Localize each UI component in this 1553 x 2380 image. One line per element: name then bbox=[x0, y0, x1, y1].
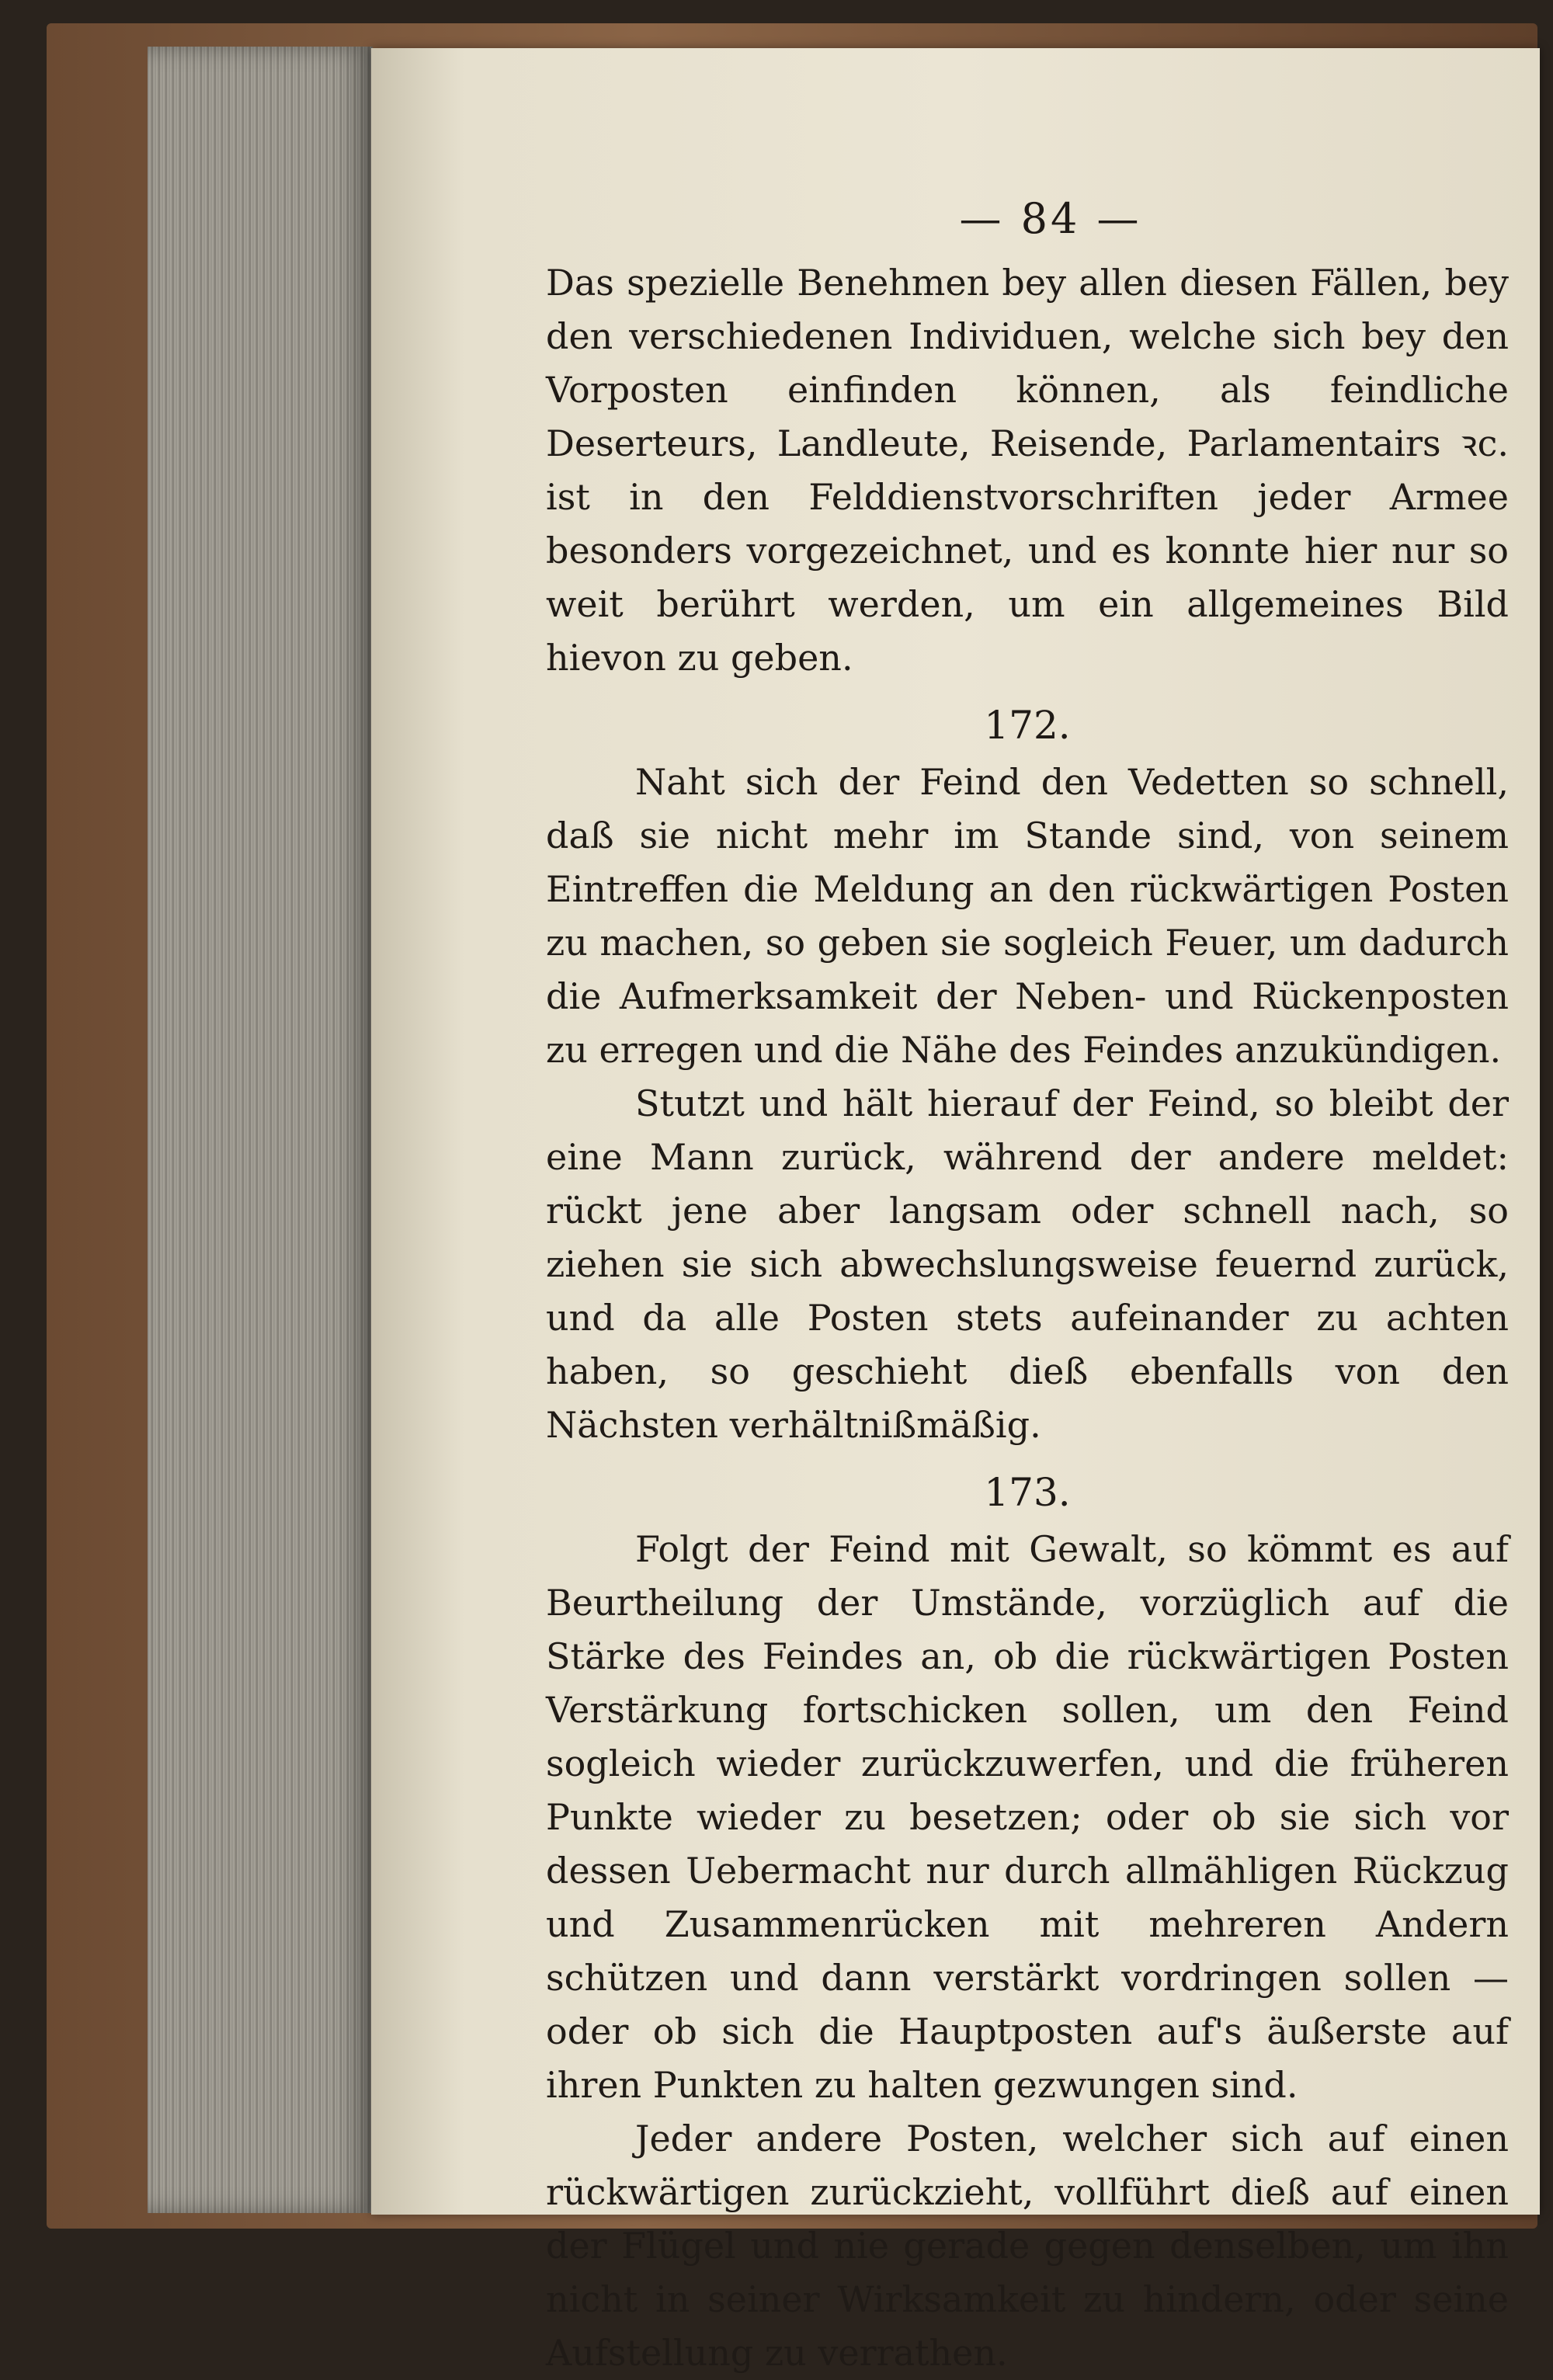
book-page bbox=[371, 48, 1540, 2374]
page-text bbox=[546, 192, 1509, 2380]
intro-paragraph: Das spezielle Benehmen bey allen diesen Fällen, bey den verschiedenen Individuen, welche sich bey den Vorposten einfinden können, als feindliche Deserteurs, Landleute, Reisende, Parlamentairs ꝛc. ist in den Felddienstvorschriften jeder Armee besonders vorgezeichnet, und es konnte hier nur so weit berührt werden, um ein allgemeines Bild hievon zu geben. bbox=[546, 262, 1509, 679]
paragraph: Stutzt und hält hierauf der Feind, so bleibt der eine Mann zurück, während der andere meldet: rückt jene aber langsam oder schnell nach, so ziehen sie sich abwechslungsweise feuernd zurück, und da alle Posten stets aufeinander zu achten haben, so geschieht dieß ebenfalls von den Nächsten verhältnißmäßig. bbox=[546, 1082, 1509, 1446]
section-number-173: 173. bbox=[984, 1470, 1071, 1515]
paragraph: Folgt der Feind mit Gewalt, so kömmt es auf Beurtheilung der Umstände, vorzüglich auf die Stärke des Feindes an, ob die rückwärtigen Posten Verstärkung fortschicken sollen, um den Feind sogleich wieder zurückzuwerfen, und die früheren Punkte wieder zu besetzen; oder ob sie sich vor dessen Uebermacht nur durch allmähligen Rückzug und Zusammenrücken mit mehreren Andern schützen und dann verstärkt vordringen sollen — oder ob sich die Hauptposten auf's äußerste auf ihren Punkten zu halten gezwungen sind. bbox=[546, 1528, 1509, 2106]
paragraph: Naht sich der Feind den Vedetten so schnell, daß sie nicht mehr im Stande sind, von seinem Eintreffen die Meldung an den rückwärtigen Posten zu machen, so geben sie sogleich Feuer, um dadurch die Aufmerksamkeit der Neben- und Rückenposten zu erregen und die Nähe des Feindes anzukündigen. bbox=[546, 761, 1509, 1071]
page-number: — 84 — bbox=[959, 194, 1142, 243]
page-edges bbox=[148, 47, 373, 2213]
section-number-172: 172. bbox=[984, 703, 1071, 748]
paragraph: Jeder andere Posten, welcher sich auf einen rückwärtigen zurückzieht, vollführt dieß auf einen der Flügel und nie gerade gegen denselben, um ihn nicht in seiner Wirksamkeit zu hindern, oder seine Aufstellung zu verrathen. bbox=[546, 2118, 1509, 2374]
